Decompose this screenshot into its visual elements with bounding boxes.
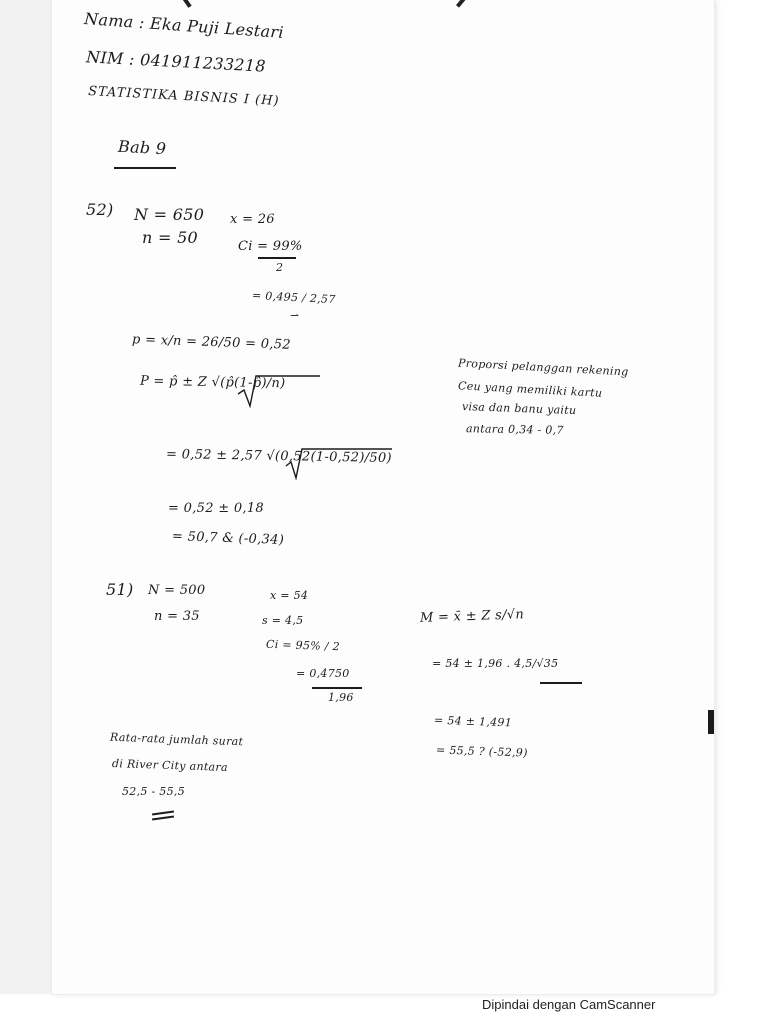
problem-51-conclusion-line-2: di River City antara bbox=[111, 756, 229, 775]
scan-background bbox=[0, 0, 52, 994]
chapter-title: Bab 9 bbox=[117, 136, 167, 159]
problem-51-double-rule-1 bbox=[152, 810, 174, 815]
problem-52-sample: n = 50 bbox=[142, 228, 199, 247]
problem-51-ci: Ci = 95% / 2 bbox=[265, 637, 341, 654]
problem-52-conclusion-line-4: antara 0,34 - 0,7 bbox=[465, 422, 564, 437]
problem-51-step1: = 54 ± 1,96 . 4,5/√35 bbox=[432, 657, 559, 670]
student-name: Nama : Eka Puji Lestari bbox=[83, 9, 285, 42]
problem-52-sqrt-sign-2 bbox=[284, 446, 394, 480]
problem-52-sqrt-sign-1 bbox=[236, 372, 322, 408]
problem-51-z-value: 1,96 bbox=[328, 691, 354, 704]
problem-52-P-formula: P = p̂ ± Z √(p̂(1-p̂)/n) bbox=[139, 373, 286, 392]
binder-mark-left bbox=[180, 0, 191, 8]
binder-mark-right bbox=[456, 0, 468, 8]
problem-52-step1: = 0,52 ± 2,57 √(0,52(1-0,52)/50) bbox=[165, 447, 392, 466]
problem-51-step3: = 55,5 ? (-52,9) bbox=[435, 743, 528, 760]
problem-51-ci-result: = 0,4750 bbox=[296, 667, 350, 680]
problem-51-x: x = 54 bbox=[270, 589, 309, 602]
problem-52-ci-denominator: 2 bbox=[276, 261, 284, 274]
problem-52-x: x = 26 bbox=[230, 212, 275, 227]
problem-52-ci-fraction-bar bbox=[258, 257, 296, 259]
problem-52-step3: = 50,7 & (-0,34) bbox=[171, 529, 285, 548]
scanned-page bbox=[52, 0, 714, 994]
problem-52-conclusion-line-2: Ceu yang memiliki kartu bbox=[457, 379, 603, 400]
chapter-underline bbox=[114, 167, 176, 169]
problem-51-number: 51) bbox=[106, 580, 134, 599]
student-nim: NIM : 041911233218 bbox=[85, 47, 267, 76]
problem-51-step1-fraction-bar bbox=[540, 682, 582, 684]
problem-52-ci-result: = 0,495 / 2,57 bbox=[251, 288, 336, 307]
camscanner-watermark: Dipindai dengan CamScanner bbox=[482, 997, 656, 1012]
course-name: STATISTIKA BISNIS I (H) bbox=[87, 83, 280, 110]
problem-51-z-bar bbox=[312, 687, 362, 689]
problem-52-p-formula: p = x/n = 26/50 = 0,52 bbox=[131, 332, 292, 353]
problem-51-sample: n = 35 bbox=[154, 609, 200, 624]
problem-52-conclusion-line-3: visa dan banu yaitu bbox=[461, 400, 577, 417]
problem-52-conclusion-line-1: Proporsi pelanggan rekening bbox=[457, 356, 629, 379]
edge-mark bbox=[708, 710, 714, 734]
problem-52-ci: Ci = 99% bbox=[238, 239, 303, 254]
problem-51-population: N = 500 bbox=[148, 583, 206, 598]
problem-51-s: s = 4,5 bbox=[262, 614, 304, 627]
problem-52-arrow: ⇀ bbox=[290, 309, 300, 322]
problem-51-step2: = 54 ± 1,491 bbox=[433, 713, 513, 730]
problem-52-step2: = 0,52 ± 0,18 bbox=[168, 501, 264, 516]
problem-52-number: 52) bbox=[86, 200, 114, 219]
problem-51-mu-formula: M = x̄ ± Z s/√n bbox=[419, 607, 525, 626]
problem-51-conclusion-line-3: 52,5 - 55,5 bbox=[122, 785, 185, 798]
problem-51-conclusion-line-1: Rata-rata jumlah surat bbox=[109, 730, 244, 749]
problem-51-double-rule-2 bbox=[152, 815, 174, 820]
problem-52-population: N = 650 bbox=[134, 205, 205, 224]
